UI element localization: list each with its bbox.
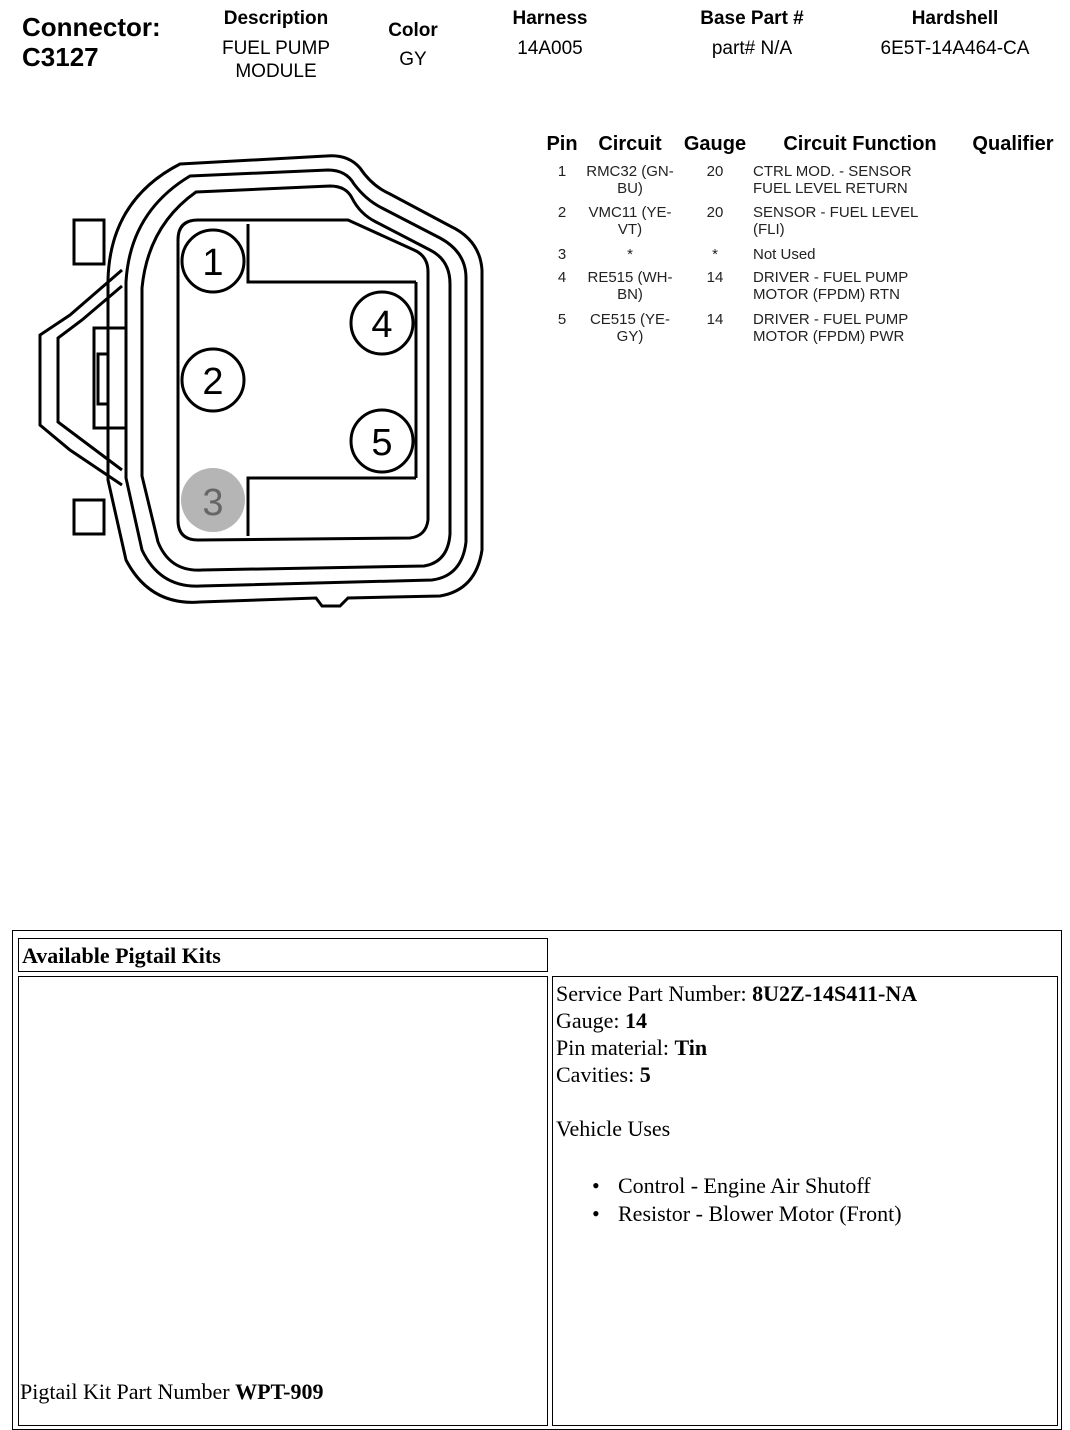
partition-top (248, 224, 416, 282)
pigtail-kits-title: Available Pigtail Kits (18, 938, 548, 972)
description-label: Description (223, 8, 329, 29)
pin-table-header-circuit: Circuit (598, 133, 662, 155)
pin-cell: 2 (557, 204, 567, 221)
connector-id: C3127 (22, 42, 99, 72)
hardshell-value: 6E5T-14A464-CA (880, 38, 1030, 59)
function-cell: DRIVER - FUEL PUMP MOTOR (FPDM) RTN (753, 269, 909, 303)
circuit-cell: * (627, 246, 633, 263)
function-cell: CTRL MOD. - SENSOR FUEL LEVEL RETURN (753, 163, 912, 197)
pin-3-number: 3 (202, 482, 224, 524)
base-part-label: Base Part # (700, 8, 804, 29)
pigtail-kit-part-number: Pigtail Kit Part Number WPT-909 (20, 1379, 324, 1404)
list-item: • Resistor - Blower Motor (Front) (556, 1200, 1054, 1228)
function-cell: Not Used (753, 246, 816, 263)
circuit-cell: RE515 (WH- BN) (587, 269, 673, 303)
list-item: • Control - Engine Air Shutoff (556, 1172, 1054, 1200)
gauge-spec: Gauge: 14 (556, 1008, 648, 1033)
gauge-cell: 20 (706, 163, 724, 180)
service-part-number: Service Part Number: 8U2Z-14S411-NA (556, 981, 918, 1006)
pin-5-number: 5 (371, 422, 393, 464)
circuit-cell: CE515 (YE- GY) (589, 311, 671, 345)
gauge-cell: 20 (706, 204, 724, 221)
pin-table-header-pin: Pin (546, 133, 578, 155)
description-value-line1: FUEL PUMP (221, 38, 331, 59)
harness-value: 14A005 (517, 38, 583, 59)
pin-cell: 3 (557, 246, 567, 263)
gauge-cell: 14 (706, 269, 724, 286)
color-column (363, 20, 463, 71)
gauge-cell: * (712, 246, 718, 263)
harness-column (480, 8, 620, 60)
pigtail-details (556, 980, 1054, 1228)
function-cell: SENSOR - FUEL LEVEL (FLI) (753, 204, 919, 238)
connector-face-diagram (30, 140, 500, 620)
pin-table-header-gauge: Gauge (683, 133, 747, 155)
pin-4-number: 4 (371, 304, 393, 346)
pin-2-number: 2 (202, 361, 224, 403)
circuit-cell: RMC32 (GN- BU) (586, 163, 674, 197)
pin-cell: 5 (557, 311, 567, 328)
pin-table-header-function: Circuit Function (783, 133, 937, 155)
latch-tab-bottom (74, 500, 104, 534)
base-part-value: part# N/A (711, 38, 793, 59)
pigtail-image-cell (18, 976, 548, 1426)
pin-table-header-qualifier: Qualifier (972, 133, 1054, 155)
description-value-line2: MODULE (235, 61, 317, 82)
vehicle-uses-label: Vehicle Uses (556, 1116, 671, 1141)
color-value: GY (399, 49, 427, 70)
color-label: Color (388, 20, 438, 41)
hardshell-label: Hardshell (911, 8, 999, 29)
pin-cell: 4 (557, 269, 567, 286)
partition-bottom (248, 478, 416, 536)
pin-material-spec: Pin material: Tin (556, 1035, 708, 1060)
pin-cell: 1 (557, 163, 567, 180)
latch-tab-top (74, 220, 104, 264)
function-cell: DRIVER - FUEL PUMP MOTOR (FPDM) PWR (753, 311, 909, 345)
description-column (196, 8, 356, 83)
vehicle-uses-list (556, 1172, 1054, 1228)
gauge-cell: 14 (706, 311, 724, 328)
connector-title (22, 12, 161, 72)
cavities-spec: Cavities: 5 (556, 1062, 651, 1087)
pin-1-number: 1 (202, 242, 224, 284)
harness-label: Harness (512, 8, 588, 29)
circuit-cell: VMC11 (YE- VT) (588, 204, 672, 238)
base-part-column (672, 8, 832, 60)
hardshell-column (850, 8, 1060, 60)
connector-label: Connector: (22, 12, 161, 42)
